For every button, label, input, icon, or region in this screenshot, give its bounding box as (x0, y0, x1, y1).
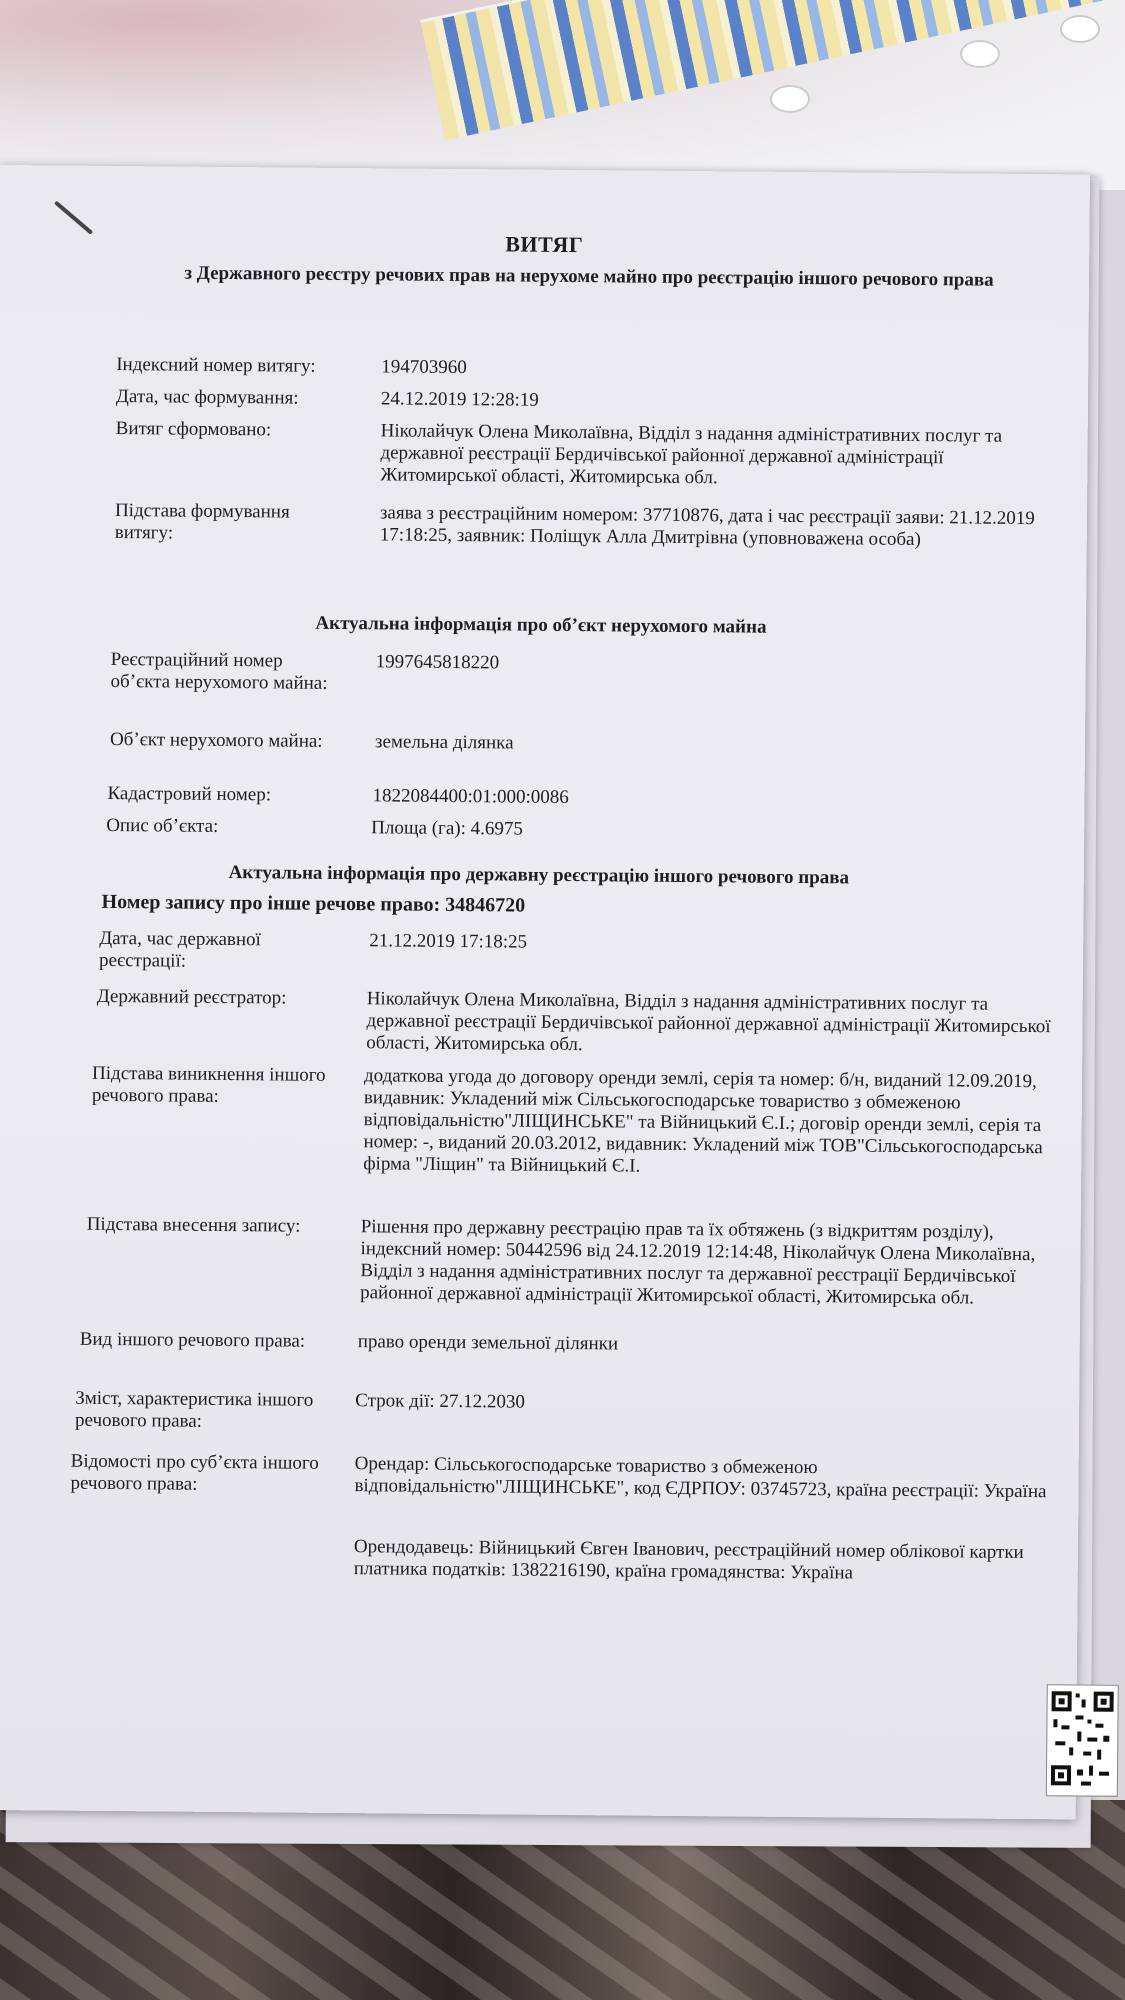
label: Відомості про суб’єкта іншого речового права: (70, 1450, 319, 1495)
row-object-reg-number (110, 648, 1061, 694)
row-extract-index (116, 354, 1066, 379)
value: Ніколайчук Олена Миколаївна, Відділ з надання адміністративних послуг та державної реєстрації Бердичівської районної державної адміністрації Житомирської області, Житомирська обл. (380, 420, 1003, 489)
value: 1997645818220 (375, 651, 500, 674)
row-right-content (74, 1387, 1075, 1432)
label: Об’єкт нерухомого майна: (109, 728, 323, 752)
row-registrar (96, 985, 1077, 1056)
punch-hole (960, 40, 1000, 68)
value: Ніколайчук Олена Миколаївна, Відділ з надання адміністративних послуг та державної реєстрації Бердичівської районної державної адміністрації Житомирської області, Житомирська обл. (366, 988, 1051, 1056)
document-title: ВИТЯГ (505, 231, 584, 258)
value: 1822084400:01:000:0086 (372, 785, 569, 808)
row-formation-date (115, 386, 1066, 411)
row-object-description (106, 814, 1056, 840)
label: Дата, час державної реєстрації: (98, 927, 261, 972)
row-right-origin-basis (91, 1062, 1082, 1177)
label: Підстава формування витягу: (114, 500, 290, 544)
label: Кадастровий номер: (107, 782, 272, 806)
label: Вид іншого речового права: (79, 1328, 306, 1352)
row-subject-info (70, 1450, 1071, 1503)
label: Опис об’єкта: (106, 814, 219, 837)
row-lessor (353, 1536, 1066, 1584)
section-right-title: Актуальна інформація про державну реєстрацію іншого речового права (228, 862, 850, 889)
qr-code (1046, 1684, 1119, 1797)
document-subtitle: з Державного реєстру речових прав на нерухоме майно про реєстрацію іншого речового права (184, 262, 994, 291)
value: Рішення про державну реєстрацію прав та їх обтяжень (з відкриттям розділу), індексний номер: 50442596 від 24.12.2019 12:14:48, Ніколайчук Олена Миколаївна, Відділ з надання адміністративних послуг та державної реєстрації Бердичівської районної державної адміністрації Житомирської області, Житомирська обл. (360, 1216, 1036, 1309)
section-object-title: Актуальна інформація про об’єкт нерухомого майна (315, 612, 767, 638)
value: право оренди земельної ділянки (357, 1331, 619, 1355)
value: 24.12.2019 12:28:19 (380, 388, 539, 411)
row-object-type (109, 728, 1060, 754)
row-entry-basis (86, 1213, 1082, 1309)
punch-hole (1060, 15, 1100, 43)
row-formation-basis (114, 500, 1065, 551)
label: Реєстраційний номер об’єкта нерухомого майна: (110, 648, 328, 694)
document-sheet (0, 165, 1090, 1819)
value: Орендар: Сільськогосподарське товариство з обмеженою відповідальністю"ЛІЩИНСЬКЕ", код ЄДРПОУ: 03745723, країна реєстрації: Україна (354, 1453, 1047, 1503)
value: додаткова угода до договору оренди землі, серія та номер: б/н, виданий 12.09.2019, видавник: Укладений між Сільськогосподарське товариство з обмеженою відповідальністю"ЛІЩИНСЬКЕ" та Війницький Є.І.; договір оренди землі, серія та номер: -, виданий 20.03.2012, видавник: Укладений між ТОВ"Сільськогосподарська фірма "Ліщин" та Війницький Є.І. (363, 1065, 1043, 1177)
punch-hole (770, 85, 810, 113)
row-cadastral-number (107, 782, 1058, 808)
value: 194703960 (381, 356, 467, 379)
value: Строк дії: 27.12.2030 (355, 1390, 526, 1413)
row-formed-by (115, 418, 1066, 489)
label: Зміст, характеристика іншого речового права: (74, 1387, 314, 1432)
value: Площа (га): 4.6975 (371, 817, 524, 840)
value: 21.12.2019 17:18:25 (369, 930, 528, 953)
label: Підстава внесення запису: (86, 1213, 301, 1237)
value: заява з реєстраційним номером: 37710876, дата і час реєстрації заяви: 21.12.2019 17:18:25, заявник: Поліщук Алла Дмитрівна (уповноважена особа) (379, 502, 1035, 551)
row-right-type (79, 1328, 1080, 1355)
value: Орендодавець: Війницький Євген Іванович, реєстраційний номер облікової картки платника податків: 1382216190, країна громадянства: Україна (353, 1536, 1024, 1584)
row-registration-date (98, 927, 1079, 972)
label: Індексний номер витягу: (116, 354, 316, 377)
value: земельна ділянка (374, 731, 514, 754)
label: Дата, час формування: (115, 386, 299, 409)
label: Підстава виникнення іншого речового права: (91, 1062, 326, 1107)
label: Державний реєстратор: (96, 985, 287, 1009)
record-number: Номер запису про інше речове право: 34846720 (101, 890, 526, 917)
label: Витяг сформовано: (115, 418, 272, 441)
